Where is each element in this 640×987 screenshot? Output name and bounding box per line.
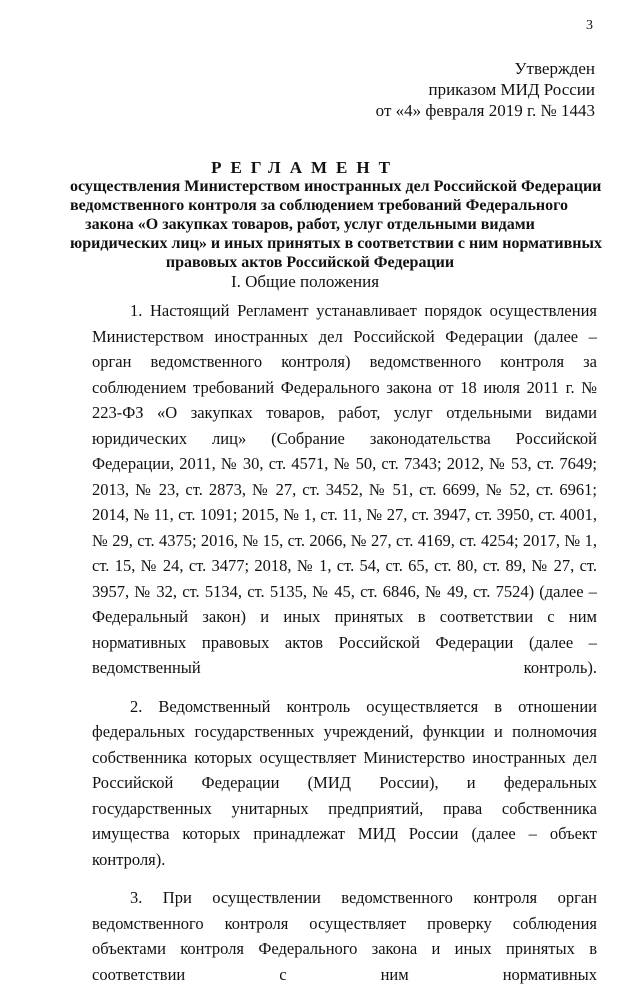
page-number: 3 bbox=[586, 18, 593, 33]
subtitle-line: правовых актов Российской Федерации bbox=[165, 254, 455, 271]
approval-line-approved: Утвержден bbox=[514, 59, 595, 78]
document-subtitle bbox=[70, 177, 602, 272]
paragraph-2: 2. Ведомственный контроль осуществляется в отношении федеральных государственных учреждений, функции и полномочия собственника которых осуществляет Министерство иностранных дел Российской Федерации (МИД России), и федеральных государственных унитарных предприятий, права собственника имущества которых принадлежат МИД России (далее – объект контроля). bbox=[92, 696, 597, 869]
document-title: РЕГЛАМЕНТ bbox=[211, 158, 399, 177]
approval-line-date: от «4» февраля 2019 г. № 1443 bbox=[375, 101, 595, 120]
body-text bbox=[92, 298, 597, 987]
section-heading: I. Общие положения bbox=[230, 272, 380, 291]
approval-line-order: приказом МИД России bbox=[428, 80, 595, 99]
approval-block bbox=[376, 58, 595, 121]
paragraph-3: 3. При осуществлении ведомственного контроля орган ведомственного контроля осуществляет проверку соблюдения объектами контроля Федерального закона и иных принятых в соответствии с ним нормативных bbox=[92, 888, 597, 984]
subtitle-line: ведомственного контроля за соблюдением требований Федерального bbox=[70, 197, 569, 214]
paragraph-1: 1. Настоящий Регламент устанавливает порядок осуществления Министерством иностранных дел Российской Федерации (далее – орган ведомственного контроля) ведомственного контроля за соблюдением требований Федерального закона от 18 июля 2011 г. № 223-ФЗ «О закупках товаров, работ, услуг отдельными видами юридических лиц» (Собрание законодательства Российской Федерации, 2011, № 30, ст. 4571, № 50, ст. 7343; 2012, № 53, ст. 7649; 2013, № 23, ст. 2873, № 27, ст. 3452, № 51, ст. 6699, № 52, ст. 6961; 2014, № 11, ст. 1091; 2015, № 1, ст. 11, № 27, ст. 3947, ст. 3950, ст. 4001, № 29, ст. 4375; 2016, № 15, ст. 2066, № 27, ст. 4169, ст. 4254; 2017, № 1, ст. 15, № 24, ст. 3477; 2018, № 1, ст. 54, ст. 65, ст. 80, ст. 89, № 27, ст. 3957, № 32, ст. 5134, ст. 5135, № 45, ст. 6846, № 49, ст. 7524) (далее – Федеральный закон) и иных принятых в соответствии с ним нормативных правовых актов Российской Федерации (далее – ведомственный контроль). bbox=[92, 301, 597, 677]
subtitle-line: закона «О закупках товаров, работ, услуг отдельными видами bbox=[85, 216, 535, 233]
subtitle-line: юридических лиц» и иных принятых в соответствии с ним нормативных bbox=[70, 235, 602, 252]
subtitle-line: осуществления Министерством иностранных дел Российской Федерации bbox=[70, 178, 602, 195]
